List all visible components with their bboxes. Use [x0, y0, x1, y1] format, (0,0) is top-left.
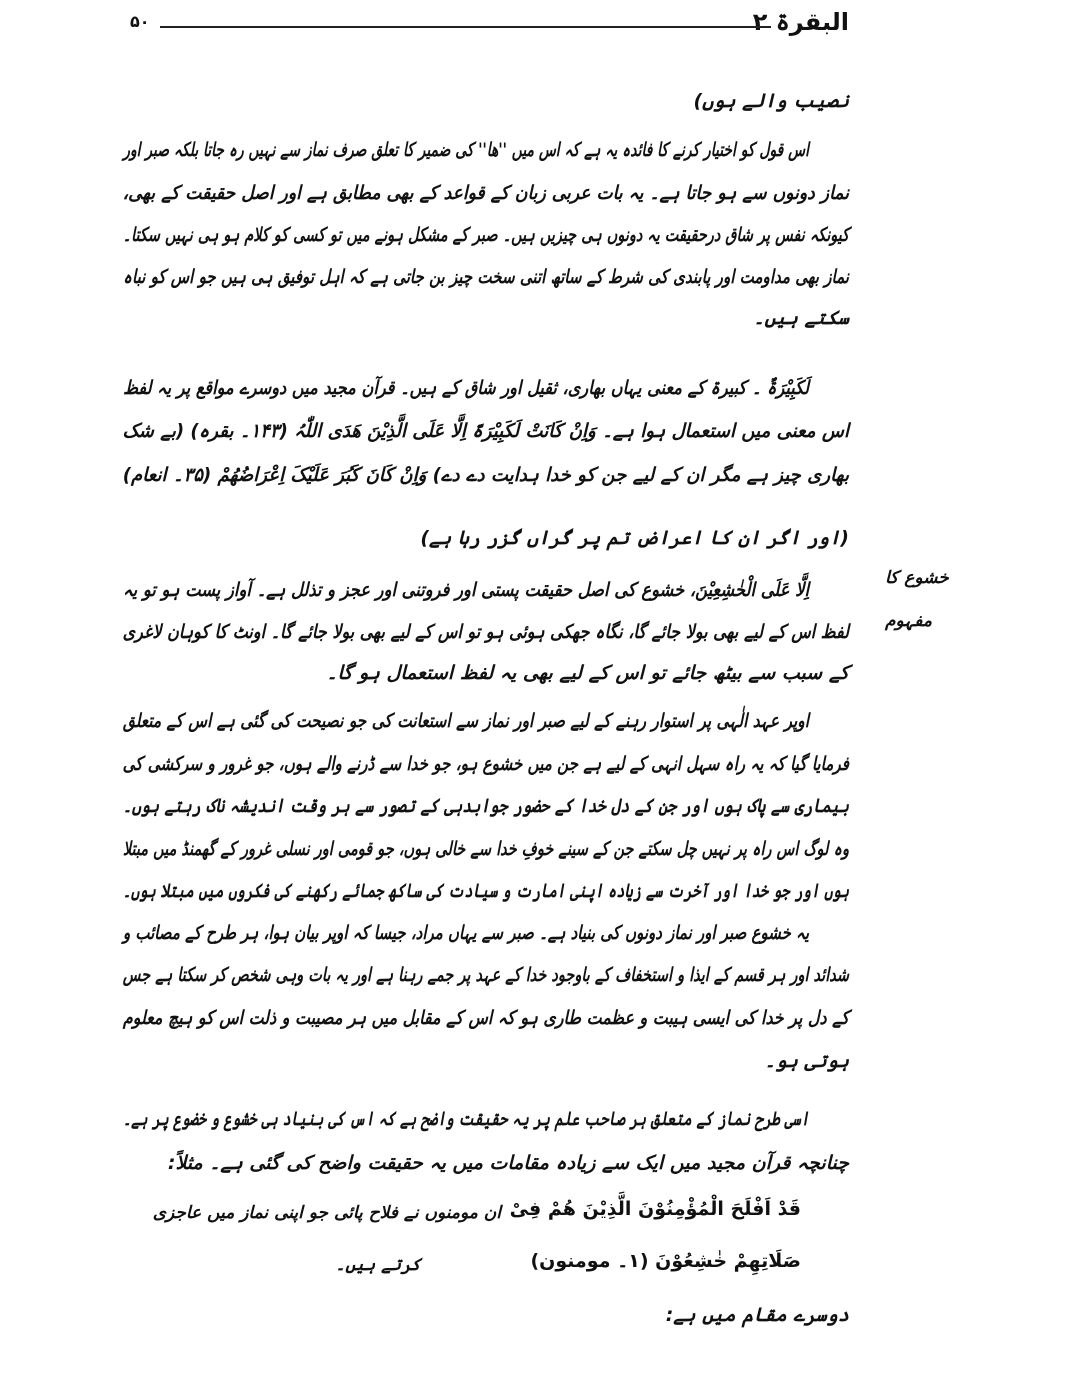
verse-translation: کرتے ہیں۔: [335, 1255, 421, 1275]
text-line: بھاری چیز ہے مگر ان کے لیے جن کو خدا ہدایت دے دے) وَاِنْ کَانَ کَبُرَ عَلَیْکَ اِعْرَاضُھُمْ (۳۵۔ انعام): [122, 464, 850, 486]
verse-arabic: قَدْ اَفْلَحَ الْمُؤْمِنُوْنَ الَّذِیْنَ ھُمْ فِیْ: [509, 1198, 801, 1220]
text-line: کے دل پر خدا کی ایسی ہیبت و عظمت طاری ہو کہ اس کے مقابل میں ہر مصیبت و ذلت اس کو ہیچ معلوم: [122, 1007, 849, 1029]
text-line: اس قول کو اختیار کرنے کا فائدہ یہ ہے کہ اس میں ''ھا'' کی ضمیر کا تعلق صرف نماز سے نہیں رہ جاتا بلکہ صبر اور: [123, 139, 810, 161]
text-line: بیماری سے پاک ہوں اور جن کے دل خدا کے حضور جوابدہی کے تصور سے ہر وقت اندیشہ ناک رہتے ہوں۔: [122, 795, 850, 817]
surah-title: البقرۃ ۲: [752, 8, 849, 36]
text-line: اس معنی میں استعمال ہوا ہے۔ وَاِنْ کَانَتْ لَکَبِیْرَۃً اِلَّا عَلَی الَّذِیْنَ ھَدَی اللّٰہُ (۱۴۳۔ بقرہ) (بے شک: [122, 420, 849, 442]
text-line: کیونکہ نفس پر شاق درحقیقت یہ دونوں ہی چیزیں ہیں۔ صبر کے مشکل ہونے میں تو کسی کو کلام ہو ہی نہیں سکتا۔: [122, 224, 849, 246]
text-line: ہوں اور جو خدا اور آخرت سے زیادہ اپنی امارت و سیادت کی ساکھ جمائے رکھنے کی فکروں میں مبتلا ہوں۔: [122, 880, 849, 902]
text-line: وہ لوگ اس راہ پر نہیں چل سکتے جن کے سینے خوفِ خدا سے خالی ہوں، جو قومی اور نسلی غرور کے گھمنڈ میں مبتلا: [122, 838, 849, 860]
text-line: نماز بھی مداومت اور پابندی کی شرط کے ساتھ اتنی سخت چیز بن جاتی ہے کہ اہل توفیق ہی ہیں جو اس کو نباہ: [123, 266, 849, 288]
verse-translation: ان مومنوں نے فلاح پائی جو اپنی نماز میں عاجزی: [152, 1203, 501, 1223]
text-line: کے سبب سے بیٹھ جائے تو اس کے لیے بھی یہ لفظ استعمال ہو گا۔: [326, 662, 849, 684]
text-line: دوسرے مقام میں ہے:: [665, 1304, 849, 1326]
text-line: فرمایا گیا کہ یہ راہ سہل انہی کے لیے ہے جن میں خشوع ہو، جو خدا سے ڈرنے والے ہوں، جو غرور و سرکشی کی: [122, 753, 849, 775]
text-line: سکتے ہیں۔: [753, 307, 849, 329]
page-number: ۵۰: [130, 12, 150, 31]
text-line: شدائد اور ہر قسم کے ایذا و استخفاف کے باوجود خدا کے عہد پر جمے رہنا ہے اور یہ بات وہی شخص کر سکتا ہے جس: [122, 964, 849, 986]
verse-arabic: صَلَاتِھِمْ خٰشِعُوْنَ (۱۔ مومنون): [530, 1250, 801, 1272]
text-line: لَکَبِیْرَۃٌ ۔ کبیرۃ کے معنی یہاں بھاری، ثقیل اور شاق کے ہیں۔ قرآن مجید میں دوسرے مواقع پر یہ لفظ: [123, 377, 809, 399]
text-line: اوپر عہد الٰہی پر استوار رہنے کے لیے صبر اور نماز سے استعانت کی جو نصیحت کی گئی ہے اس کے متعلق: [122, 710, 810, 732]
text-line: (اور اگر ان کا اعراض تم پر گراں گزر رہا ہے): [420, 527, 849, 549]
margin-heading: مفہوم: [885, 611, 932, 631]
text-line: نماز دونوں سے ہو جاتا ہے۔ یہ بات عربی زبان کے قواعد کے بھی مطابق ہے اور اصل حقیقت کے بھی،: [122, 182, 849, 204]
margin-heading: خشوع کا: [885, 568, 949, 588]
text-line: اِلَّا عَلَی الْخٰشِعِیْنَ، خشوع کی اصل حقیقت پستی اور فروتنی اور عجز و تذلل ہے۔ آواز پست ہو تو یہ: [123, 579, 810, 601]
text-line: لفظ اس کے لیے بھی بولا جائے گا، نگاہ جھکی ہوئی ہو تو اس کے لیے بھی بولا جائے گا۔ اونٹ کا کوہان لاغری: [122, 621, 850, 643]
text-line: چنانچہ قرآن مجید میں ایک سے زیادہ مقامات میں یہ حقیقت واضح کی گئی ہے۔ مثلاً:: [167, 1152, 849, 1174]
header-rule: [160, 26, 771, 28]
text-line: یہ خشوع صبر اور نماز دونوں کی بنیاد ہے۔ صبر سے یہاں مراد، جیسا کہ اوپر بیان ہوا، ہر طرح کے مصائب و: [122, 922, 809, 944]
text-line: نصیب والے ہوں): [693, 90, 849, 112]
text-line: اسی طرح نماز کے متعلق ہر صاحب علم پر یہ حقیقت واضح ہے کہ اس کی بنیاد ہی خشوع و خضوع پر ہے۔: [123, 1108, 810, 1130]
text-line: ہوتی ہو۔: [764, 1050, 849, 1072]
